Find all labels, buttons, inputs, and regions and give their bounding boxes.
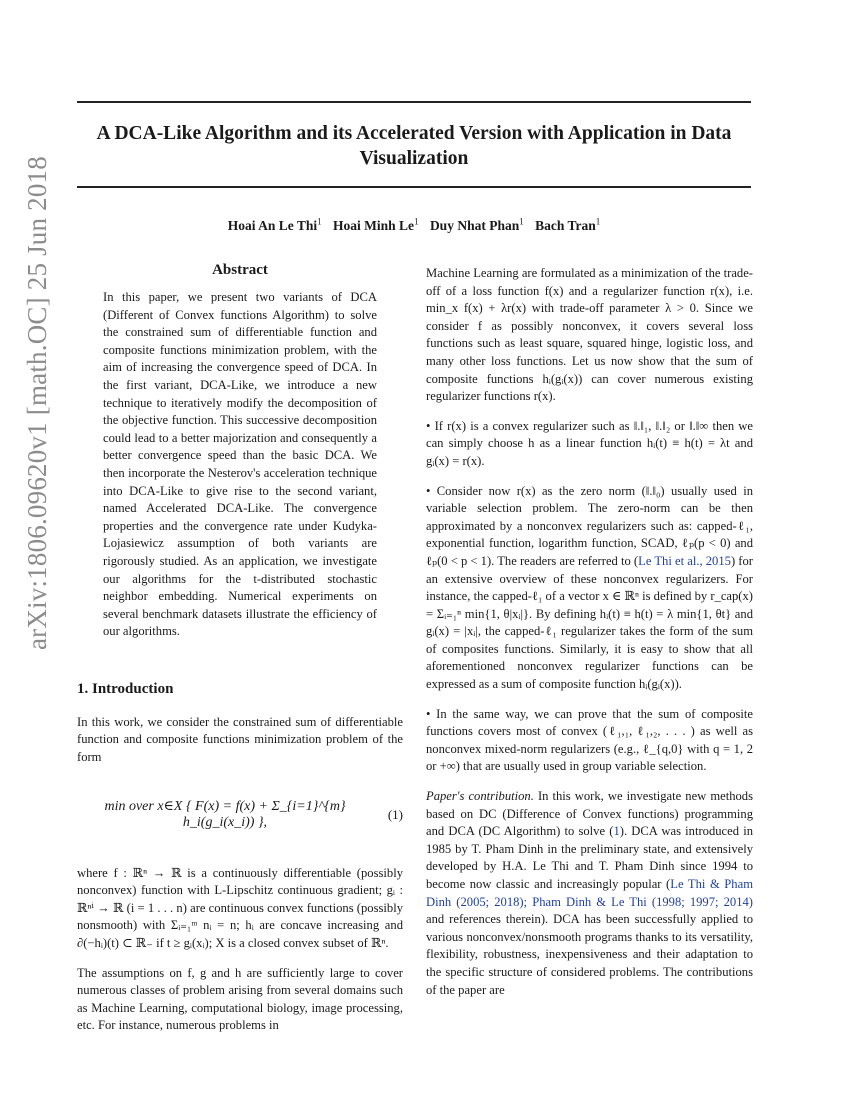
section-heading-introduction: 1. Introduction	[77, 680, 174, 697]
bullet-zero-norm: • Consider now r(x) as the zero norm (‖.‖₀) usually used in variable selection problem. The zero-norm can be then approximated by a nonconvex regularizers such as: capped-ℓ₁, exponential function, logarithm function, SCAD, ℓₚ(p < 0) and ℓₚ(0 < p < 1). The readers are referred to (Le Thi et al., 2015) for an extensive overview of these nonconvex regularizers. For instance, the capped-ℓ₁ of a vector x ∈ ℝⁿ is defined by r_cap(x) = Σᵢ₌₁ⁿ min{1, θ|xᵢ|}. By defining hᵢ(t) ≡ h(t) = λ min{1, θt} and gᵢ(x) = |xᵢ|, the capped-ℓ₁ regularizer takes the form of the sum of composites functions. Similarly, it is easy to show that all aforementioned nonconvex regularizer functions can be expressed as a sum of composite function hᵢ(gᵢ(x)).	[426, 483, 753, 692]
author-list	[77, 216, 751, 234]
paper-title: A DCA-Like Algorithm and its Accelerated Version with Application in Data Visualization	[96, 123, 732, 169]
paper-contribution-paragraph: Paper's contribution. In this work, we investigate new methods based on DC (Difference of Convex functions) programming and DCA (DC Algorithm) to solve (1). DCA was introduced in 1985 by T. Pham Dinh in the preliminary state, and extensively developed by H.A. Le Thi and T. Pham Dinh since 1994 to become now classic and increasingly popular (Le Thi & Pham Dinh (2005; 2018); Pham Dinh & Le Thi (1998; 1997; 2014) and references therein). DCA has been successfully applied to various nonconvex/nonsmooth programs thanks to its versatility, flexibility, robustness, inexpensiveness and their adaptation to the specific structure of considered problems. The contributions of the paper are	[426, 789, 754, 997]
right-column	[426, 265, 753, 1011]
equation-ref-link[interactable]: 1	[613, 824, 620, 839]
right-paragraph-1: Machine Learning are formulated as a minimization of the trade-off of a loss function f(x) and a regularizer function r(x), i.e. min_x f(x) + λr(x) with trade-off parameter λ > 0. Since we consider f as possibly nonconvex, it covers several loss functions such as least square, squared hinge, logistic loss, and many other loss functions. Let us now show that the sum of composite functions hᵢ(gᵢ(x)) can cover numerous existing regularizer functions r(x).	[426, 266, 753, 404]
title-bottom-rule	[77, 186, 751, 188]
author-1: Hoai An Le Thi$^1$	[227, 216, 322, 233]
citation-link[interactable]: Le Thi & Pham Dinh (2005; 2018); Pham Dinh & Le Thi (1998; 1997; 2014)	[426, 877, 753, 909]
author-4: Bach Tran$^1$	[535, 216, 601, 233]
bullet-mixed-norm: • In the same way, we can prove that the sum of composite functions covers most of convex (ℓ₁,₁, ℓ₁,₂, . . . ) as well as nonconvex mixed-norm regularizers (e.g., ℓ_{q,0} with q = 1, 2 or +∞) that are usually used in group variable selection.	[426, 706, 753, 774]
intro-paragraph-3: The assumptions on f, g and h are sufficiently large to cover numerous classes of problem arising from several domains such as Machine Learning, computational biology, image processing, etc. For instance, numerous problems in	[77, 965, 403, 1033]
left-column	[77, 262, 403, 1047]
citation-link[interactable]: Le Thi et al., 2015	[638, 553, 731, 568]
intro-paragraph-1: In this work, we consider the constrained sum of differentiable function and composite functions minimization problem of the form	[77, 714, 403, 765]
equation-1-number: (1)	[387, 806, 403, 822]
equation-1	[77, 779, 403, 851]
abstract-heading: Abstract	[212, 262, 268, 278]
author-2: Hoai Minh Le$^1$	[333, 216, 419, 233]
author-3: Duy Nhat Phan$^1$	[429, 216, 524, 233]
equation-1-body: min over x∈X { F(x) = f(x) + Σ_{i=1}^{m} h_i(g_i(x_i)) },	[104, 799, 346, 831]
title-top-rule	[77, 101, 751, 103]
abstract-text: In this paper, we present two variants of DCA (Different of Convex functions Algorithm) to solve the constrained sum of differentiable function and composite functions minimization problem, with the aim of increasing the convergence speed of DCA. In the first variant, DCA-Like, we introduce a new technique to iteratively modify the decomposition of the objective function. This successive decomposition could lead to a better majorization and consequently a better convergence speed than the basic DCA. We then incorporate the Nesterov's acceleration technique into DCA-Like to give rise to the second variant, named Accelerated DCA-Like. The convergence properties and the convergence rate under Kudyka-Lojasiewicz assumption of both variants are rigorously studied. As an application, we investigate our algorithms for the t-distributed stochastic neighbor embedding. Numerical experiments on several benchmark datasets illustrate the efficiency of our algorithms.	[103, 290, 377, 639]
contribution-label: Paper's contribution.	[426, 789, 534, 804]
bullet-convex-regularizer: • If r(x) is a convex regularizer such as ‖.‖₁, ‖.‖₂ or ‖.‖∞ then we can simply choose h as a linear function hᵢ(t) ≡ h(t) = λt and gᵢ(x) = r(x).	[426, 418, 753, 468]
intro-paragraph-2: where f : ℝⁿ → ℝ is a continuously differentiable (possibly nonconvex) function with L-Lipschitz continuous gradient; gᵢ : ℝⁿⁱ → ℝ (i = 1 . . . n) are continuous convex functions (possibly nonsmooth) with Σᵢ₌₁ᵐ nᵢ = n; hᵢ are concave increasing and ∂(−hᵢ)(t) ⊂ ℝ₋ if t ≥ gᵢ(xᵢ); X is a closed convex subset of ℝⁿ.	[77, 865, 403, 951]
